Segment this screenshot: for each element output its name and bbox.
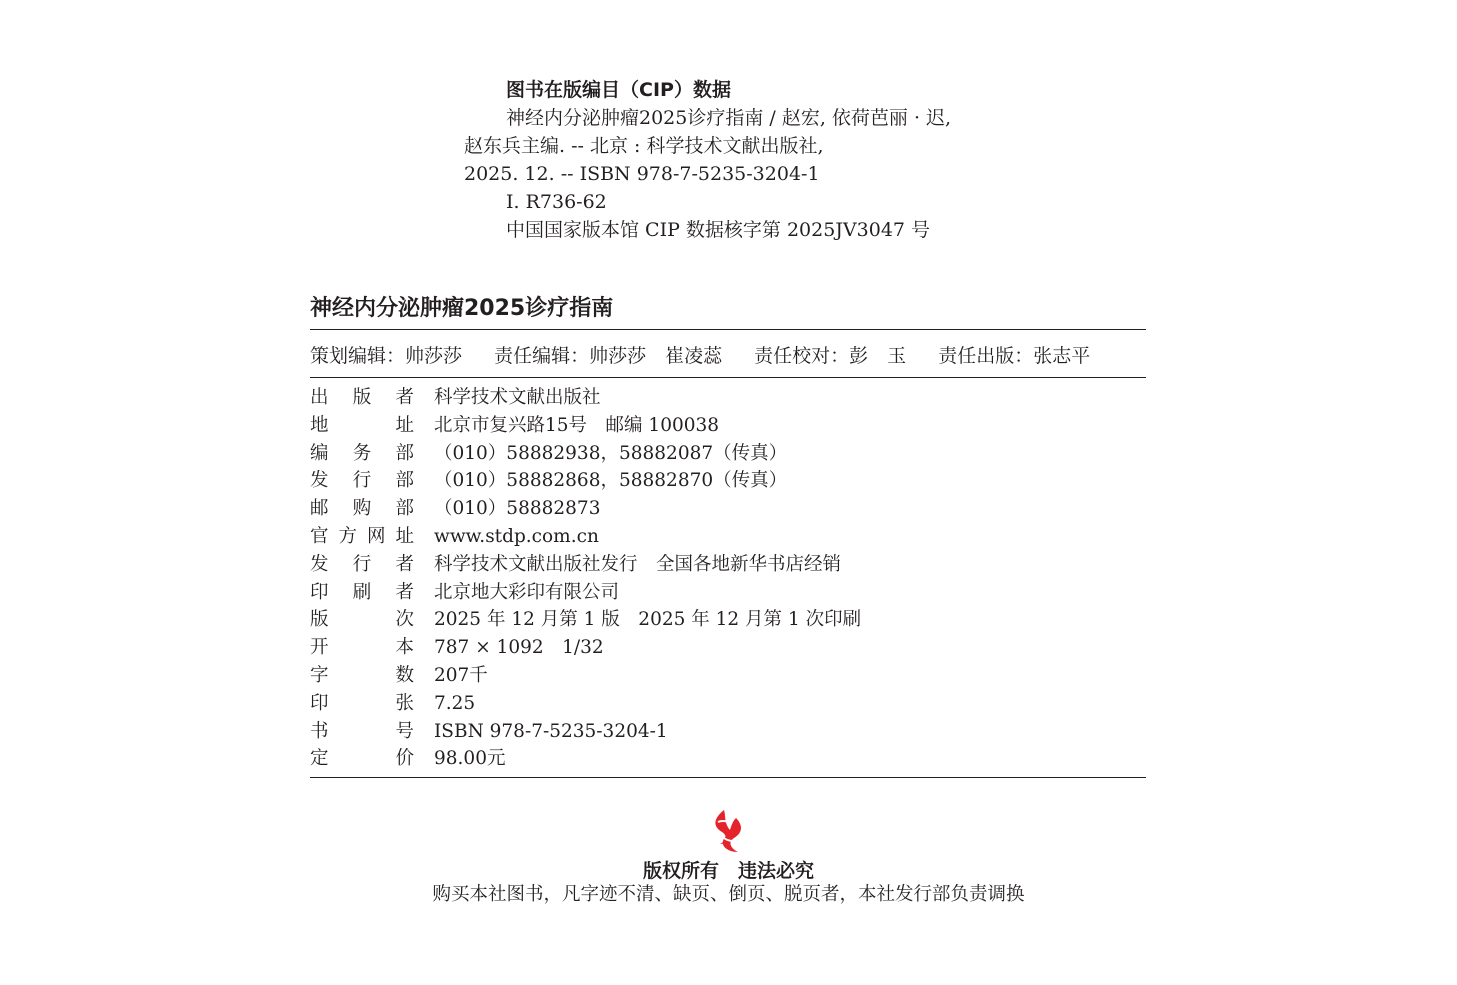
info-label [310,523,414,551]
editor-planning: 策划编辑：帅莎莎 [310,345,463,367]
divider-bottom [310,777,1146,778]
info-label-char: 号 [395,720,414,742]
info-value: （010）58882873 [434,498,601,520]
info-label-char: 方 [338,525,357,547]
copyright-title: 版权所有 违法必究 [642,860,814,882]
divider-top [310,329,1146,330]
info-label-char: 次 [395,609,414,631]
info-label-char: 字 [310,664,329,686]
info-label [310,412,414,440]
info-row [310,495,1146,523]
info-label-char: 出 [310,387,329,408]
info-label-char: 编 [310,442,329,464]
info-row [310,440,1146,468]
info-label-char: 价 [395,748,414,770]
info-label-char: 购 [352,498,372,520]
editors-line [310,341,1146,371]
book-title: 神经内分泌肿瘤2025诊疗指南 [310,296,614,321]
info-value: 科学技术文献出版社 [434,387,601,408]
info-label [310,606,414,634]
info-value: www.stdp.com.cn [434,525,599,547]
info-label-char: 址 [395,525,414,547]
info-label-char: 务 [352,442,372,464]
info-value: 7.25 [434,692,476,714]
info-label-char: 部 [395,470,414,492]
info-label-char: 发 [310,553,329,575]
info-label [310,718,414,746]
info-row [310,551,1146,579]
cip-line-3: 2025. 12. -- ISBN 978-7-5235-3204-1 [464,163,820,185]
editor-publishing: 责任出版：张志平 [938,345,1091,367]
info-label [310,745,414,773]
info-value: 207千 [434,664,488,686]
info-label-char: 邮 [310,498,329,520]
info-label-char: 版 [310,609,329,631]
info-label-char: 发 [310,470,329,492]
info-value: ISBN 978-7-5235-3204-1 [434,720,668,742]
editor-responsible: 责任编辑：帅莎莎 崔凌蕊 [494,345,723,367]
info-label-char: 网 [366,525,386,547]
info-label-char: 印 [310,692,329,714]
publication-info [310,384,1146,773]
info-value: （010）58882938，58882087（传真） [434,442,788,464]
info-label-char: 张 [395,692,414,714]
info-row [310,606,1146,634]
info-label-char: 官 [310,525,329,547]
cip-line-4: Ⅰ. R736-62 [506,191,607,213]
info-value: （010）58882868，58882870（传真） [434,470,788,492]
info-label-char: 者 [395,553,414,575]
info-label [310,579,414,607]
info-value: 科学技术文献出版社发行 全国各地新华书店经销 [434,553,842,575]
info-value: 北京地大彩印有限公司 [434,581,620,603]
info-label [310,690,414,718]
info-row [310,523,1146,551]
info-label-char: 本 [395,637,414,659]
info-label-char: 定 [310,748,329,770]
info-label-char: 刷 [352,581,372,603]
info-label-char: 址 [395,414,414,436]
info-label-char: 印 [310,581,329,603]
info-row [310,634,1146,662]
info-label-char: 书 [310,720,329,742]
info-label [310,662,414,690]
info-label-char: 者 [395,581,414,603]
info-label [310,551,414,579]
info-value: 2025 年 12 月第 1 版 2025 年 12 月第 1 次印刷 [434,609,862,631]
editor-proofreading: 责任校对：彭 玉 [754,345,907,367]
info-label-char: 部 [395,442,414,464]
info-label-char: 部 [395,498,414,520]
info-row [310,412,1146,440]
info-label-char: 者 [395,387,414,408]
divider-middle [310,377,1146,378]
info-label [310,634,414,662]
cip-block [464,76,1024,244]
info-value: 98.00元 [434,748,506,770]
info-row [310,579,1146,607]
info-label [310,467,414,495]
info-label-char: 开 [310,637,329,659]
cip-line-5: 中国国家版本馆 CIP 数据核字第 2025JV3047 号 [506,219,931,241]
cip-title: 图书在版编目（CIP）数据 [506,79,731,101]
info-value: 北京市复兴路15号 邮编 100038 [434,414,720,436]
info-label-char: 行 [352,553,372,575]
publisher-logo-icon [708,808,748,854]
info-label [310,384,414,412]
info-label [310,440,414,468]
info-label [310,495,414,523]
info-row [310,467,1146,495]
info-row [310,384,1146,412]
copyright-note: 购买本社图书，凡字迹不清、缺页、倒页、脱页者，本社发行部负责调换 [432,884,1025,905]
info-row [310,662,1146,690]
info-label-char: 版 [352,387,372,408]
cip-line-2: 赵东兵主编. -- 北京 : 科学技术文献出版社, [464,135,824,157]
info-row [310,718,1146,746]
info-label-char: 行 [352,470,372,492]
info-value: 787 × 1092 1/32 [434,637,604,659]
info-row [310,690,1146,718]
cip-line-1: 神经内分泌肿瘤2025诊疗指南 / 赵宏, 依荷芭丽 · 迟, [506,107,952,129]
info-row [310,745,1146,773]
info-label-char: 地 [310,414,329,436]
info-label-char: 数 [395,664,414,686]
